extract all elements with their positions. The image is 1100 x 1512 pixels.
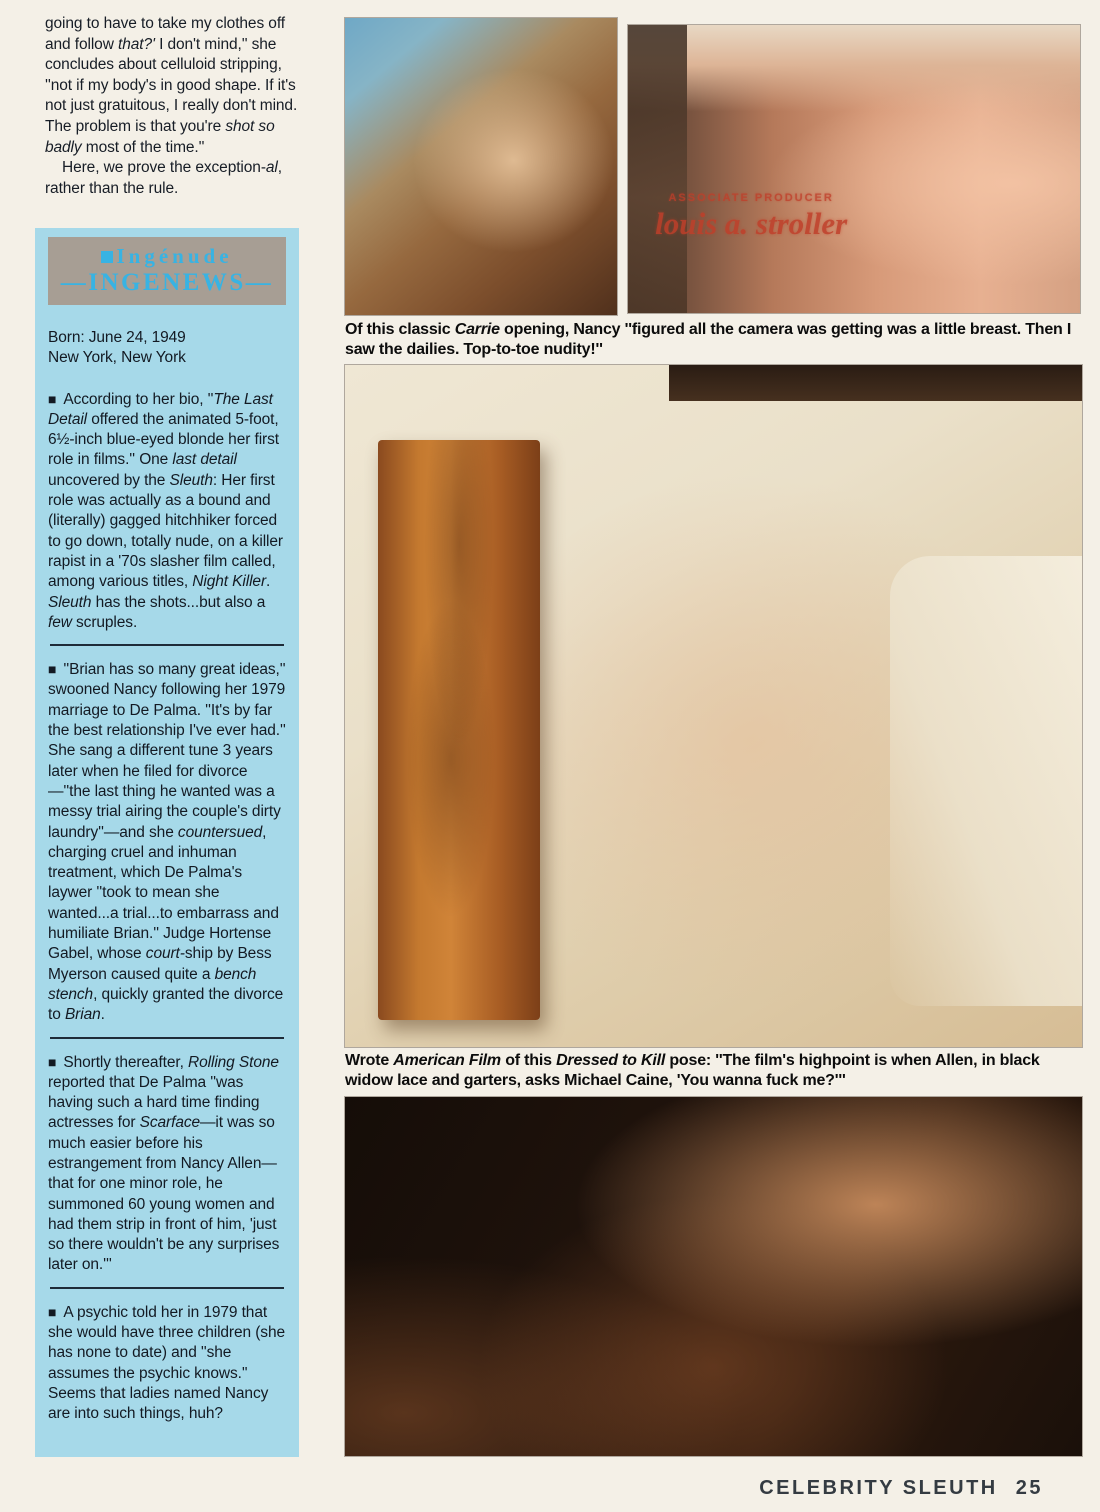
photo-dark-portrait — [345, 1097, 1082, 1456]
intro-column — [45, 14, 309, 199]
ingenews-sidebar — [35, 228, 299, 1457]
film-credit-overlay — [655, 192, 847, 242]
news-item-2-text: ''Brian has so many great ideas,'' swooned Nancy following her 1979 marriage to De Palma. ''It's by far the best relationship I've ever had.'' She sang a different tune 3 years later when he filed for divorce—''the last thing he wanted was a messy trial airing the couple's dirty laundry''—and she countersued, charging cruel and inhuman treatment, which De Palma's laywer ''took to mean she wanted...a trial...to embarrass and humiliate Brian.'' Judge Hortense Gabel, whose court-ship by Bess Myerson caused quite a bench stench, quickly granted the divorce to Brian. — [48, 661, 286, 1024]
intro-paragraph-2: Here, we prove the exception-al, rather than the rule. — [45, 159, 282, 197]
news-item-4-text: A psychic told her in 1979 that she would have three children (she has none to date) and ''she assumes the psychic knows.'' Seems that ladies named Nancy are into such things, huh? — [48, 1303, 285, 1423]
news-item-1 — [48, 389, 286, 634]
news-item-4 — [48, 1302, 286, 1425]
ingenews-logo-box — [48, 237, 286, 305]
born-info — [48, 328, 286, 369]
locker-shadow-shape — [628, 25, 687, 313]
photo-shower-scene — [345, 18, 617, 315]
bullet-square-icon: ■ — [48, 1053, 57, 1070]
born-place: New York, New York — [48, 349, 186, 367]
ceiling-beam-shape — [669, 365, 1082, 401]
photo-caption-2: Wrote American Film of this Dressed to Kill pose: ''The film's highpoint is when Allen, in black widow lace and garters, asks Michael Caine, 'You wanna fuck me?''' — [345, 1052, 1040, 1089]
intro-paragraph-1: going to have to take my clothes off and follow that?' I don't mind,'' she concludes about celluloid stripping, ''not if my body's in good shape. If it's not just gratuitous, I really don't mind. The problem is that you're shot so badly most of the time.'' — [45, 15, 298, 156]
bullet-square-icon: ■ — [48, 390, 57, 407]
page-footer — [759, 1477, 1043, 1500]
ingenews-title: —INGENEWS— — [60, 269, 274, 296]
ingenude-logo — [48, 244, 286, 268]
ingenude-logo-text: Ingénude — [116, 244, 233, 268]
photo-caption-1: Of this classic Carrie opening, Nancy ''figured all the camera was getting was a little breast. Then I saw the dailies. Top-to-toe nudity!'' — [345, 321, 1072, 358]
credit-role-text: ASSOCIATE PRODUCER — [668, 192, 834, 205]
bullet-square-icon: ■ — [48, 661, 57, 678]
news-item-3 — [48, 1052, 286, 1276]
page-number: 25 — [1015, 1477, 1043, 1499]
magazine-title: CELEBRITY SLEUTH — [759, 1477, 998, 1499]
news-item-3-text: Shortly thereafter, Rolling Stone reported that De Palma ''was having such a hard time finding actresses for Scarface—it was so much easier before his estrangement from Nancy Allen—that for one minor role, he summoned 60 young women and had them strip in front of him, 'just so there wouldn't be any surprises later on.''' — [48, 1053, 280, 1274]
news-item-2 — [48, 659, 286, 1025]
credit-name-text: louis a. stroller — [655, 206, 848, 242]
section-divider — [50, 644, 284, 646]
photo-locker-room-scene — [628, 25, 1080, 313]
section-divider — [50, 1287, 284, 1289]
section-divider — [50, 1037, 284, 1039]
news-item-1-text: According to her bio, ''The Last Detail offered the animated 5-foot, 6½-inch blue-eyed blonde her first role in films.'' One last detail uncovered by the Sleuth: Her first role was actually as a bound and (literally) gagged hitchhiker forced to go down, totally nude, on a killer rapist in a '70s slasher film called, among various titles, Night Killer. Sleuth has the shots...but also a few scruples. — [48, 390, 283, 631]
bullet-square-icon: ■ — [48, 1303, 57, 1320]
born-date: Born: June 24, 1949 — [48, 329, 186, 346]
blue-square-icon — [101, 251, 113, 263]
photo-bedroom-pose — [345, 365, 1082, 1047]
carved-bedpost-shape — [378, 440, 540, 1020]
white-sheet-shape — [890, 556, 1082, 1006]
